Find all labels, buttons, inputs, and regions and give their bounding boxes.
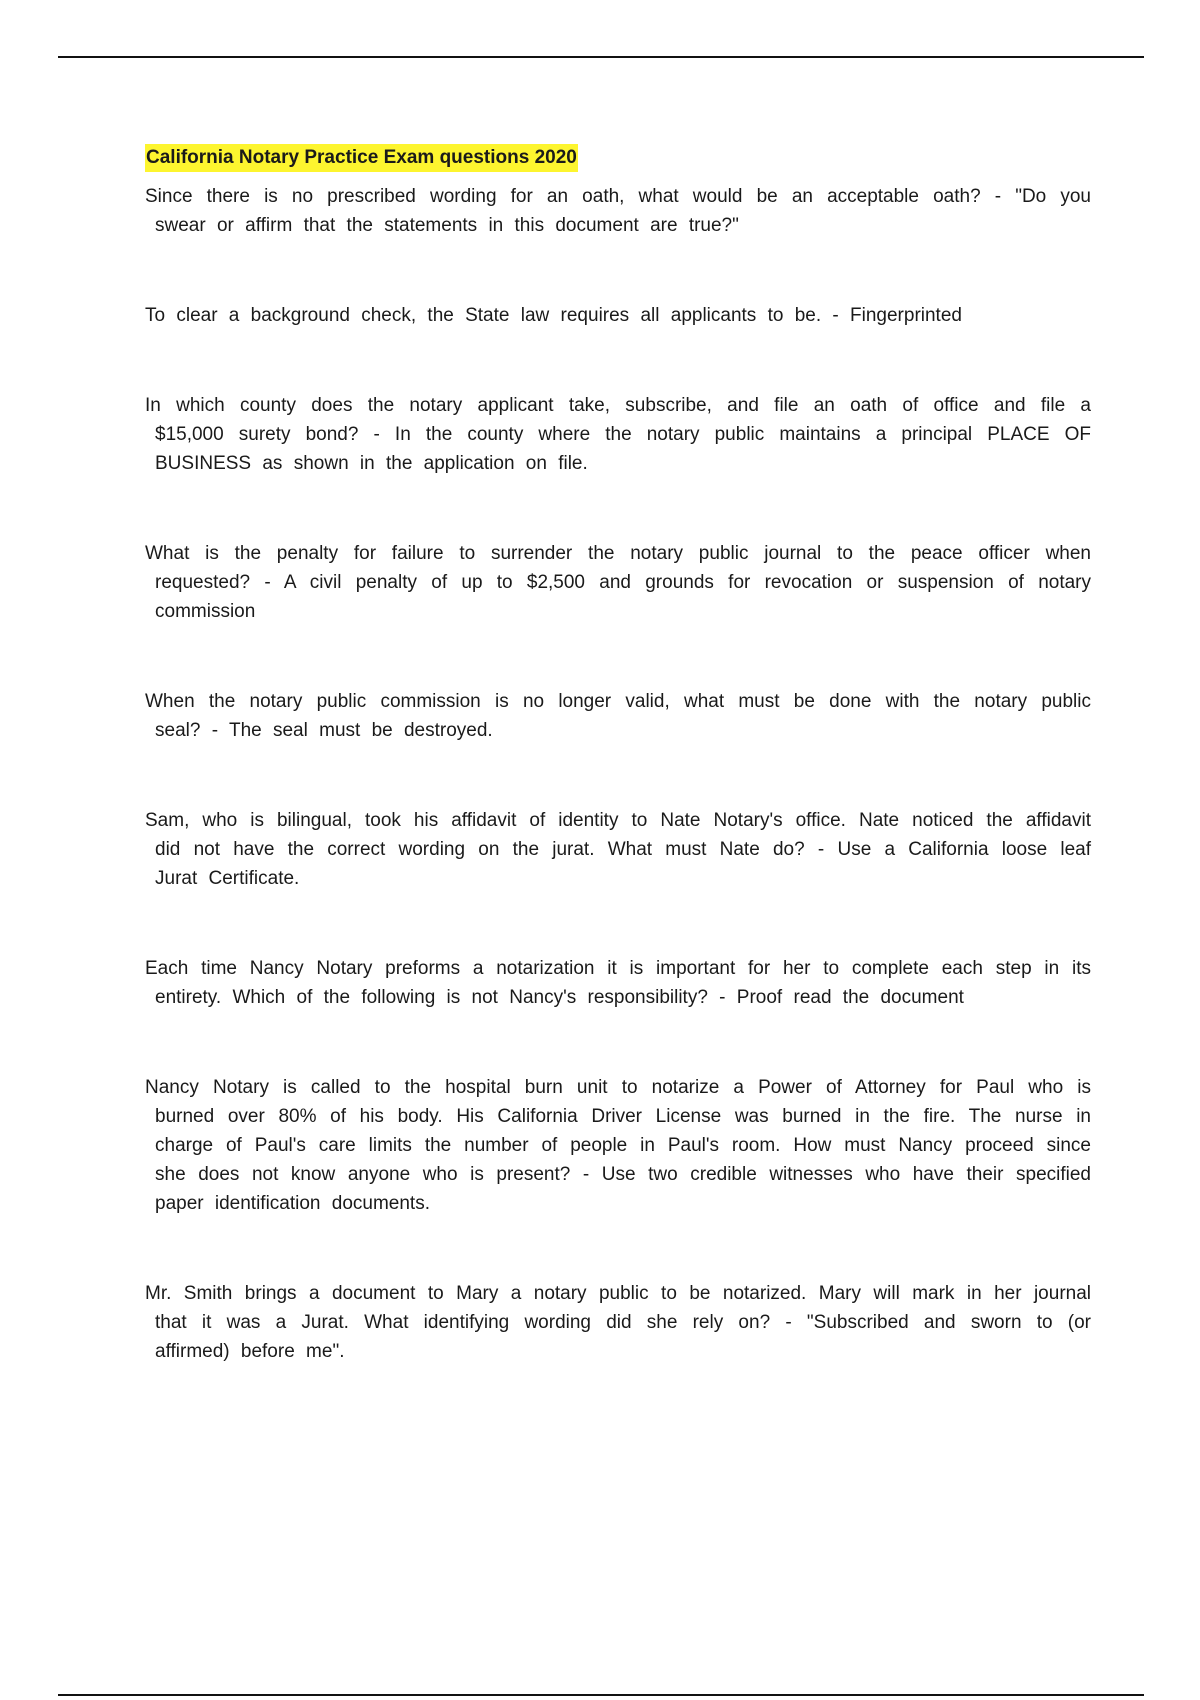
qa-item-6: Sam, who is bilingual, took his affidavit of identity to Nate Notary's office. Nate noticed the affidavit did not have the correct wording on the jurat. What must Nate do? - Use a California loose leaf Jurat Certificate.	[145, 810, 1091, 889]
spacer	[145, 893, 1091, 954]
question-text: What is the penalty for failure to surrender the notary public journal to the peace officer when requested?	[145, 543, 1091, 593]
question-text: When the notary public commission is no longer valid, what must be done with the notary public seal?	[145, 691, 1091, 741]
question-text: Sam, who is bilingual, took his affidavit of identity to Nate Notary's office. Nate noticed the affidavit did not have the correct wording on the jurat. What must Nate do?	[145, 810, 1091, 860]
qa-item-3: In which county does the notary applicant take, subscribe, and file an oath of office and file a $15,000 surety bond? - In the county where the notary public maintains a principal PLACE OF BUSINESS as shown in the application on file.	[145, 395, 1092, 474]
answer-text: "Subscribed and sworn to (or affirmed) before me".	[155, 1312, 1092, 1362]
answer-text: Fingerprinted	[850, 305, 962, 326]
answer-text: Use a California loose leaf Jurat Certificate.	[155, 839, 1091, 889]
qa-item-5: When the notary public commission is no longer valid, what must be done with the notary public seal? - The seal must be destroyed.	[145, 691, 1091, 741]
answer-text: In the county where the notary public maintains a principal PLACE OF BUSINESS as shown in the application on file.	[155, 424, 1092, 474]
spacer	[145, 626, 1091, 687]
footer-rule	[58, 1694, 1144, 1696]
answer-text: A civil penalty of up to $2,500 and grounds for revocation or suspension of notary commission	[155, 572, 1092, 622]
spacer	[145, 240, 1091, 301]
answer-text: Proof read the document	[736, 987, 964, 1008]
spacer	[145, 1218, 1091, 1279]
qa-item-1: Since there is no prescribed wording for an oath, what would be an acceptable oath? - "Do you swear or affirm that the statements in this document are true?"	[145, 186, 1091, 236]
question-text: Nancy Notary is called to the hospital burn unit to notarize a Power of Attorney for Paul who is burned over 80% of his body. His California Driver License was burned in the fire. The nurse in charge of Paul's care limits the number of people in Paul's room. How must Nancy proceed since she does not know anyone who is present?	[145, 1077, 1091, 1185]
spacer	[145, 478, 1091, 539]
question-text: Mr. Smith brings a document to Mary a notary public to be notarized. Mary will mark in her journal that it was a Jurat. What identifying wording did she rely on?	[145, 1283, 1091, 1333]
document-title: California Notary Practice Exam questions 2020	[145, 144, 578, 172]
spacer	[145, 1012, 1091, 1073]
qa-item-8: Nancy Notary is called to the hospital burn unit to notarize a Power of Attorney for Paul who is burned over 80% of his body. His California Driver License was burned in the fire. The nurse in charge of Paul's care limits the number of people in Paul's room. How must Nancy proceed since she does not know anyone who is present? - Use two credible witnesses who have their specified paper identification documents.	[145, 1077, 1091, 1214]
answer-text: The seal must be destroyed.	[228, 720, 493, 741]
document-body	[145, 144, 1091, 1366]
qa-item-9: Mr. Smith brings a document to Mary a notary public to be notarized. Mary will mark in her journal that it was a Jurat. What identifying wording did she rely on? - "Subscribed and sworn to (or affirmed) before me".	[145, 1283, 1092, 1362]
answer-text: Use two credible witnesses who have their specified paper identification documents.	[155, 1164, 1091, 1214]
qa-item-7: Each time Nancy Notary preforms a notarization it is important for her to complete each step in its entirety. Which of the following is not Nancy's responsibility? - Proof read the document	[145, 958, 1091, 1008]
question-text: In which county does the notary applicant take, subscribe, and file an oath of office and file a $15,000 surety bond?	[145, 395, 1091, 445]
question-text: To clear a background check, the State law requires all applicants to be.	[145, 305, 822, 326]
question-text: Each time Nancy Notary preforms a notarization it is important for her to complete each step in its entirety. Which of the following is not Nancy's responsibility?	[145, 958, 1091, 1008]
question-text: Since there is no prescribed wording for an oath, what would be an acceptable oath?	[145, 186, 981, 207]
spacer	[145, 330, 1091, 391]
qa-item-2: To clear a background check, the State law requires all applicants to be. - Fingerprinted	[145, 305, 962, 326]
header-rule	[58, 56, 1144, 58]
qa-item-4: What is the penalty for failure to surrender the notary public journal to the peace officer when requested? - A civil penalty of up to $2,500 and grounds for revocation or suspension of notary commission	[145, 543, 1092, 622]
answer-text: "Do you swear or affirm that the statements in this document are true?"	[155, 186, 1091, 236]
spacer	[145, 745, 1091, 806]
